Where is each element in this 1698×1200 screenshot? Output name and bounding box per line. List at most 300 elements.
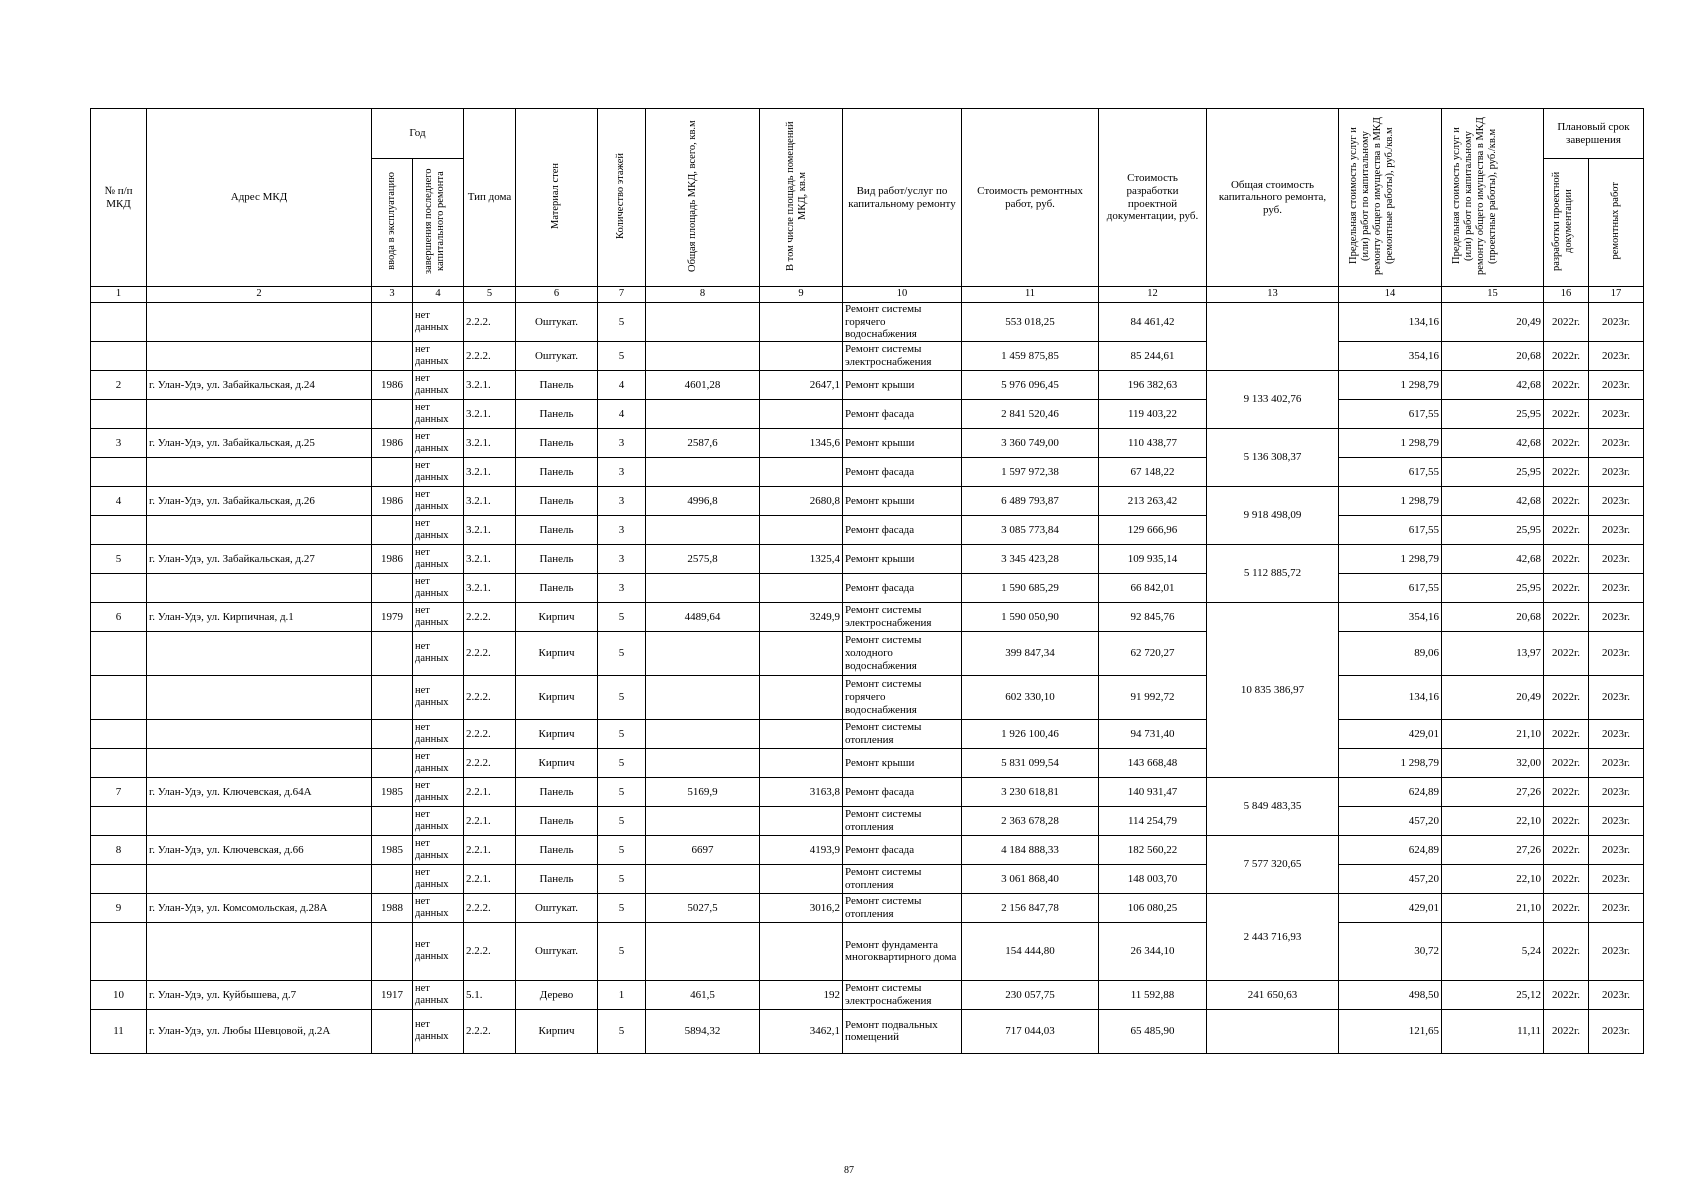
- cell-total-area: [646, 748, 760, 777]
- cell-floors: 3: [598, 573, 646, 602]
- cell-repair-cost: 2 156 847,78: [962, 893, 1099, 922]
- cell-year-last-repair: нет данных: [413, 573, 464, 602]
- table-row: [91, 457, 1644, 486]
- cell-no: 10: [91, 980, 147, 1009]
- cell-address: [147, 806, 372, 835]
- cell-total-area: 4489,64: [646, 602, 760, 631]
- cell-deadline-repair: 2023г.: [1589, 341, 1644, 370]
- cell-limit-repair: 1 298,79: [1339, 370, 1442, 399]
- cell-work-type: Ремонт фасада: [843, 457, 962, 486]
- cell-house-type: 3.2.1.: [464, 399, 516, 428]
- cell-premises-area: [760, 922, 843, 980]
- cell-limit-design: 25,95: [1442, 399, 1544, 428]
- cell-deadline-design: 2022г.: [1544, 922, 1589, 980]
- cell-limit-design: 20,49: [1442, 303, 1544, 342]
- cell-address: г. Улан-Удэ, ул. Забайкальская, д.24: [147, 370, 372, 399]
- column-number: 9: [760, 287, 843, 303]
- cell-deadline-repair: 2023г.: [1589, 893, 1644, 922]
- cell-no: 7: [91, 777, 147, 806]
- cell-house-type: 2.2.2.: [464, 602, 516, 631]
- cell-year-last-repair: нет данных: [413, 544, 464, 573]
- cell-total-cost: 5 849 483,35: [1207, 777, 1339, 835]
- header-year-group: Год: [372, 109, 464, 159]
- cell-limit-repair: 624,89: [1339, 835, 1442, 864]
- cell-total-area: [646, 399, 760, 428]
- cell-house-type: 2.2.2.: [464, 748, 516, 777]
- cell-deadline-repair: 2023г.: [1589, 675, 1644, 719]
- cell-year-last-repair: нет данных: [413, 486, 464, 515]
- cell-no: 4: [91, 486, 147, 515]
- cell-work-type: Ремонт крыши: [843, 370, 962, 399]
- cell-no: [91, 399, 147, 428]
- cell-deadline-repair: 2023г.: [1589, 777, 1644, 806]
- cell-year-commission: [372, 719, 413, 748]
- cell-limit-repair: 429,01: [1339, 893, 1442, 922]
- cell-house-type: 3.2.1.: [464, 573, 516, 602]
- cell-house-type: 2.2.2.: [464, 922, 516, 980]
- cell-house-type: 2.2.2.: [464, 675, 516, 719]
- cell-year-commission: [372, 399, 413, 428]
- cell-limit-repair: 617,55: [1339, 457, 1442, 486]
- header-year-last-repair-text: завершения последнего капитального ремонта: [423, 167, 447, 274]
- cell-wall-material: Панель: [516, 806, 598, 835]
- cell-no: 8: [91, 835, 147, 864]
- cell-house-type: 2.2.2.: [464, 719, 516, 748]
- cell-deadline-design: 2022г.: [1544, 719, 1589, 748]
- cell-deadline-design: 2022г.: [1544, 980, 1589, 1009]
- column-number: 4: [413, 287, 464, 303]
- cell-year-last-repair: нет данных: [413, 777, 464, 806]
- cell-total-area: 2575,8: [646, 544, 760, 573]
- cell-house-type: 2.2.1.: [464, 806, 516, 835]
- cell-floors: 3: [598, 544, 646, 573]
- cell-address: [147, 399, 372, 428]
- cell-year-last-repair: нет данных: [413, 1009, 464, 1053]
- cell-year-last-repair: нет данных: [413, 631, 464, 675]
- table-row: [91, 864, 1644, 893]
- cell-wall-material: Панель: [516, 370, 598, 399]
- cell-repair-cost: 154 444,80: [962, 922, 1099, 980]
- cell-deadline-repair: 2023г.: [1589, 980, 1644, 1009]
- cell-design-cost: 85 244,61: [1099, 341, 1207, 370]
- cell-year-commission: [372, 631, 413, 675]
- cell-address: г. Улан-Удэ, ул. Забайкальская, д.25: [147, 428, 372, 457]
- cell-repair-cost: 1 590 685,29: [962, 573, 1099, 602]
- cell-deadline-design: 2022г.: [1544, 341, 1589, 370]
- cell-limit-repair: 457,20: [1339, 806, 1442, 835]
- cell-address: [147, 922, 372, 980]
- cell-limit-repair: 617,55: [1339, 573, 1442, 602]
- cell-year-last-repair: нет данных: [413, 864, 464, 893]
- cell-limit-repair: 457,20: [1339, 864, 1442, 893]
- header-deadline-repair-text: ремонтных работ: [1609, 181, 1621, 260]
- cell-no: [91, 341, 147, 370]
- header-work-type: Вид работ/услуг по капитальному ремонту: [843, 109, 962, 287]
- table-row: [91, 515, 1644, 544]
- cell-total-area: [646, 864, 760, 893]
- cell-floors: 5: [598, 777, 646, 806]
- header-year-commission-text: ввода в эксплуатацию: [385, 171, 397, 270]
- cell-work-type: Ремонт системы электроснабжения: [843, 980, 962, 1009]
- cell-deadline-design: 2022г.: [1544, 303, 1589, 342]
- cell-work-type: Ремонт крыши: [843, 544, 962, 573]
- cell-design-cost: 148 003,70: [1099, 864, 1207, 893]
- cell-premises-area: 4193,9: [760, 835, 843, 864]
- cell-wall-material: Панель: [516, 428, 598, 457]
- cell-total-area: 5169,9: [646, 777, 760, 806]
- capital-repair-table: [90, 108, 1644, 1054]
- cell-limit-design: 20,68: [1442, 602, 1544, 631]
- cell-floors: 5: [598, 675, 646, 719]
- cell-deadline-repair: 2023г.: [1589, 303, 1644, 342]
- cell-deadline-design: 2022г.: [1544, 675, 1589, 719]
- cell-no: [91, 806, 147, 835]
- cell-limit-design: 42,68: [1442, 544, 1544, 573]
- cell-premises-area: [760, 748, 843, 777]
- cell-deadline-repair: 2023г.: [1589, 428, 1644, 457]
- cell-year-commission: 1986: [372, 544, 413, 573]
- cell-premises-area: 1325,4: [760, 544, 843, 573]
- cell-deadline-repair: 2023г.: [1589, 457, 1644, 486]
- cell-no: [91, 515, 147, 544]
- cell-design-cost: 11 592,88: [1099, 980, 1207, 1009]
- cell-year-commission: [372, 864, 413, 893]
- cell-deadline-design: 2022г.: [1544, 399, 1589, 428]
- table-row: [91, 893, 1644, 922]
- cell-total-area: [646, 806, 760, 835]
- cell-no: 9: [91, 893, 147, 922]
- cell-deadline-repair: 2023г.: [1589, 544, 1644, 573]
- header-total-area: [646, 109, 760, 287]
- cell-work-type: Ремонт системы отопления: [843, 806, 962, 835]
- cell-total-area: [646, 341, 760, 370]
- cell-house-type: 2.2.2.: [464, 341, 516, 370]
- cell-work-type: Ремонт крыши: [843, 428, 962, 457]
- cell-repair-cost: 1 597 972,38: [962, 457, 1099, 486]
- cell-limit-design: 13,97: [1442, 631, 1544, 675]
- cell-no: 5: [91, 544, 147, 573]
- header-year-last-repair: [413, 159, 464, 287]
- cell-floors: 5: [598, 631, 646, 675]
- cell-address: [147, 719, 372, 748]
- cell-premises-area: [760, 675, 843, 719]
- cell-floors: 3: [598, 515, 646, 544]
- cell-floors: 5: [598, 922, 646, 980]
- cell-year-last-repair: нет данных: [413, 893, 464, 922]
- cell-deadline-design: 2022г.: [1544, 544, 1589, 573]
- cell-year-commission: [372, 922, 413, 980]
- cell-wall-material: Кирпич: [516, 748, 598, 777]
- cell-repair-cost: 3 230 618,81: [962, 777, 1099, 806]
- cell-work-type: Ремонт подвальных помещений: [843, 1009, 962, 1053]
- cell-work-type: Ремонт фасада: [843, 399, 962, 428]
- cell-house-type: 2.2.2.: [464, 1009, 516, 1053]
- cell-year-commission: 1979: [372, 602, 413, 631]
- cell-work-type: Ремонт фасада: [843, 515, 962, 544]
- cell-limit-repair: 121,65: [1339, 1009, 1442, 1053]
- cell-design-cost: 106 080,25: [1099, 893, 1207, 922]
- cell-design-cost: 26 344,10: [1099, 922, 1207, 980]
- cell-premises-area: [760, 573, 843, 602]
- cell-floors: 5: [598, 835, 646, 864]
- cell-year-commission: 1986: [372, 370, 413, 399]
- cell-repair-cost: 5 831 099,54: [962, 748, 1099, 777]
- cell-floors: 5: [598, 806, 646, 835]
- cell-no: 11: [91, 1009, 147, 1053]
- cell-total-cost: 9 133 402,76: [1207, 370, 1339, 428]
- cell-no: [91, 457, 147, 486]
- column-number-row: [91, 287, 1644, 303]
- header-repair-cost: Стоимость ремонтных работ, руб.: [962, 109, 1099, 287]
- cell-limit-design: 42,68: [1442, 428, 1544, 457]
- cell-premises-area: [760, 399, 843, 428]
- cell-design-cost: 109 935,14: [1099, 544, 1207, 573]
- cell-total-area: 2587,6: [646, 428, 760, 457]
- cell-total-area: 4996,8: [646, 486, 760, 515]
- column-number: 3: [372, 287, 413, 303]
- cell-total-area: 461,5: [646, 980, 760, 1009]
- cell-deadline-design: 2022г.: [1544, 893, 1589, 922]
- cell-limit-design: 42,68: [1442, 370, 1544, 399]
- cell-work-type: Ремонт системы горячего водоснабжения: [843, 303, 962, 342]
- cell-year-commission: 1986: [372, 428, 413, 457]
- cell-year-commission: [372, 675, 413, 719]
- cell-work-type: Ремонт системы холодного водоснабжения: [843, 631, 962, 675]
- cell-wall-material: Кирпич: [516, 675, 598, 719]
- header-wall-material: [516, 109, 598, 287]
- column-number: 7: [598, 287, 646, 303]
- cell-house-type: 2.2.1.: [464, 835, 516, 864]
- cell-no: [91, 864, 147, 893]
- cell-address: [147, 748, 372, 777]
- cell-year-commission: [372, 341, 413, 370]
- cell-work-type: Ремонт системы электроснабжения: [843, 602, 962, 631]
- cell-design-cost: 94 731,40: [1099, 719, 1207, 748]
- table-row: [91, 303, 1644, 342]
- cell-total-cost: [1207, 1009, 1339, 1053]
- cell-limit-design: 25,95: [1442, 457, 1544, 486]
- cell-house-type: 3.2.1.: [464, 428, 516, 457]
- column-number: 12: [1099, 287, 1207, 303]
- column-number: 15: [1442, 287, 1544, 303]
- cell-deadline-repair: 2023г.: [1589, 1009, 1644, 1053]
- cell-limit-repair: 134,16: [1339, 303, 1442, 342]
- cell-design-cost: 67 148,22: [1099, 457, 1207, 486]
- header-total-area-text: Общая площадь МКД, всего, кв.м: [686, 119, 698, 272]
- cell-address: [147, 303, 372, 342]
- cell-total-area: [646, 675, 760, 719]
- cell-limit-design: 5,24: [1442, 922, 1544, 980]
- cell-deadline-design: 2022г.: [1544, 864, 1589, 893]
- cell-year-commission: 1985: [372, 777, 413, 806]
- cell-deadline-repair: 2023г.: [1589, 515, 1644, 544]
- cell-work-type: Ремонт крыши: [843, 486, 962, 515]
- cell-limit-repair: 1 298,79: [1339, 428, 1442, 457]
- cell-limit-design: 22,10: [1442, 864, 1544, 893]
- cell-premises-area: [760, 515, 843, 544]
- column-number: 1: [91, 287, 147, 303]
- cell-repair-cost: 553 018,25: [962, 303, 1099, 342]
- cell-total-area: 5027,5: [646, 893, 760, 922]
- cell-deadline-design: 2022г.: [1544, 631, 1589, 675]
- header-deadline-group: Плановый срок завершения: [1544, 109, 1644, 159]
- cell-work-type: Ремонт системы отопления: [843, 893, 962, 922]
- cell-repair-cost: 1 459 875,85: [962, 341, 1099, 370]
- cell-address: [147, 675, 372, 719]
- header-total-cost: Общая стоимость капитального ремонта, руб.: [1207, 109, 1339, 287]
- cell-limit-design: 42,68: [1442, 486, 1544, 515]
- cell-year-last-repair: нет данных: [413, 922, 464, 980]
- cell-wall-material: Кирпич: [516, 719, 598, 748]
- column-number: 17: [1589, 287, 1644, 303]
- cell-no: [91, 573, 147, 602]
- cell-wall-material: Оштукат.: [516, 893, 598, 922]
- cell-limit-design: 27,26: [1442, 777, 1544, 806]
- cell-deadline-design: 2022г.: [1544, 602, 1589, 631]
- cell-repair-cost: 1 590 050,90: [962, 602, 1099, 631]
- cell-limit-repair: 429,01: [1339, 719, 1442, 748]
- cell-house-type: 2.2.2.: [464, 303, 516, 342]
- cell-deadline-design: 2022г.: [1544, 457, 1589, 486]
- cell-limit-design: 11,11: [1442, 1009, 1544, 1053]
- cell-wall-material: Панель: [516, 399, 598, 428]
- cell-limit-repair: 89,06: [1339, 631, 1442, 675]
- header-no: № п/п МКД: [91, 109, 147, 287]
- page-number: 87: [844, 1165, 854, 1176]
- header-premises-area: [760, 109, 843, 287]
- cell-limit-design: 25,95: [1442, 515, 1544, 544]
- cell-floors: 4: [598, 399, 646, 428]
- cell-year-commission: [372, 1009, 413, 1053]
- cell-design-cost: 196 382,63: [1099, 370, 1207, 399]
- cell-address: [147, 457, 372, 486]
- table-row: [91, 748, 1644, 777]
- cell-deadline-design: 2022г.: [1544, 835, 1589, 864]
- header-wall-material-text: Материал стен: [550, 162, 562, 229]
- table-row: [91, 806, 1644, 835]
- cell-floors: 5: [598, 748, 646, 777]
- header-limit-repair: [1339, 109, 1442, 287]
- table-row: [91, 544, 1644, 573]
- cell-limit-design: 27,26: [1442, 835, 1544, 864]
- table-row: [91, 602, 1644, 631]
- cell-design-cost: 92 845,76: [1099, 602, 1207, 631]
- cell-deadline-repair: 2023г.: [1589, 922, 1644, 980]
- cell-address: г. Улан-Удэ, ул. Ключевская, д.66: [147, 835, 372, 864]
- cell-year-commission: [372, 515, 413, 544]
- cell-no: [91, 303, 147, 342]
- cell-limit-repair: 617,55: [1339, 399, 1442, 428]
- cell-floors: 1: [598, 980, 646, 1009]
- cell-deadline-repair: 2023г.: [1589, 486, 1644, 515]
- cell-design-cost: 114 254,79: [1099, 806, 1207, 835]
- cell-wall-material: Кирпич: [516, 602, 598, 631]
- cell-wall-material: Панель: [516, 457, 598, 486]
- cell-address: г. Улан-Удэ, ул. Куйбышева, д.7: [147, 980, 372, 1009]
- cell-floors: 3: [598, 428, 646, 457]
- cell-repair-cost: 3 085 773,84: [962, 515, 1099, 544]
- table-row: [91, 428, 1644, 457]
- table-row: [91, 1009, 1644, 1053]
- cell-address: г. Улан-Удэ, ул. Забайкальская, д.27: [147, 544, 372, 573]
- cell-no: 3: [91, 428, 147, 457]
- cell-premises-area: [760, 457, 843, 486]
- cell-total-cost: 241 650,63: [1207, 980, 1339, 1009]
- cell-deadline-repair: 2023г.: [1589, 602, 1644, 631]
- cell-limit-repair: 1 298,79: [1339, 544, 1442, 573]
- cell-total-area: 4601,28: [646, 370, 760, 399]
- cell-total-area: [646, 719, 760, 748]
- cell-wall-material: Кирпич: [516, 631, 598, 675]
- cell-no: [91, 675, 147, 719]
- cell-deadline-design: 2022г.: [1544, 777, 1589, 806]
- cell-address: [147, 631, 372, 675]
- cell-wall-material: Панель: [516, 835, 598, 864]
- table-header: [91, 109, 1644, 303]
- cell-design-cost: 143 668,48: [1099, 748, 1207, 777]
- table-row: [91, 573, 1644, 602]
- column-number: 14: [1339, 287, 1442, 303]
- cell-total-area: 6697: [646, 835, 760, 864]
- cell-premises-area: [760, 719, 843, 748]
- cell-total-cost: 5 112 885,72: [1207, 544, 1339, 602]
- cell-year-commission: [372, 806, 413, 835]
- cell-total-cost: 2 443 716,93: [1207, 893, 1339, 980]
- cell-floors: 5: [598, 602, 646, 631]
- cell-year-commission: [372, 748, 413, 777]
- cell-year-commission: 1986: [372, 486, 413, 515]
- header-premises-area-text: В том числе площадь помещений МКД, кв.м: [785, 120, 809, 271]
- cell-limit-design: 21,10: [1442, 719, 1544, 748]
- cell-no: 6: [91, 602, 147, 631]
- cell-premises-area: [760, 341, 843, 370]
- cell-wall-material: Оштукат.: [516, 341, 598, 370]
- cell-premises-area: 3163,8: [760, 777, 843, 806]
- cell-wall-material: Панель: [516, 573, 598, 602]
- cell-floors: 3: [598, 457, 646, 486]
- cell-total-area: [646, 515, 760, 544]
- cell-premises-area: 1345,6: [760, 428, 843, 457]
- table-row: [91, 631, 1644, 675]
- cell-wall-material: Панель: [516, 486, 598, 515]
- cell-design-cost: 213 263,42: [1099, 486, 1207, 515]
- cell-repair-cost: 2 841 520,46: [962, 399, 1099, 428]
- cell-work-type: Ремонт системы электроснабжения: [843, 341, 962, 370]
- table-row: [91, 486, 1644, 515]
- cell-limit-repair: 624,89: [1339, 777, 1442, 806]
- cell-wall-material: Панель: [516, 864, 598, 893]
- cell-house-type: 2.2.1.: [464, 864, 516, 893]
- cell-wall-material: Панель: [516, 544, 598, 573]
- column-number: 8: [646, 287, 760, 303]
- cell-deadline-repair: 2023г.: [1589, 864, 1644, 893]
- header-deadline-design: [1544, 159, 1589, 287]
- cell-premises-area: 3016,2: [760, 893, 843, 922]
- cell-no: [91, 748, 147, 777]
- table-row: [91, 922, 1644, 980]
- cell-wall-material: Оштукат.: [516, 922, 598, 980]
- cell-wall-material: Оштукат.: [516, 303, 598, 342]
- cell-total-area: [646, 922, 760, 980]
- cell-total-cost: 9 918 498,09: [1207, 486, 1339, 544]
- cell-year-last-repair: нет данных: [413, 980, 464, 1009]
- cell-total-cost: 10 835 386,97: [1207, 602, 1339, 777]
- cell-limit-repair: 30,72: [1339, 922, 1442, 980]
- cell-deadline-repair: 2023г.: [1589, 806, 1644, 835]
- cell-year-last-repair: нет данных: [413, 602, 464, 631]
- column-number: 13: [1207, 287, 1339, 303]
- cell-premises-area: [760, 631, 843, 675]
